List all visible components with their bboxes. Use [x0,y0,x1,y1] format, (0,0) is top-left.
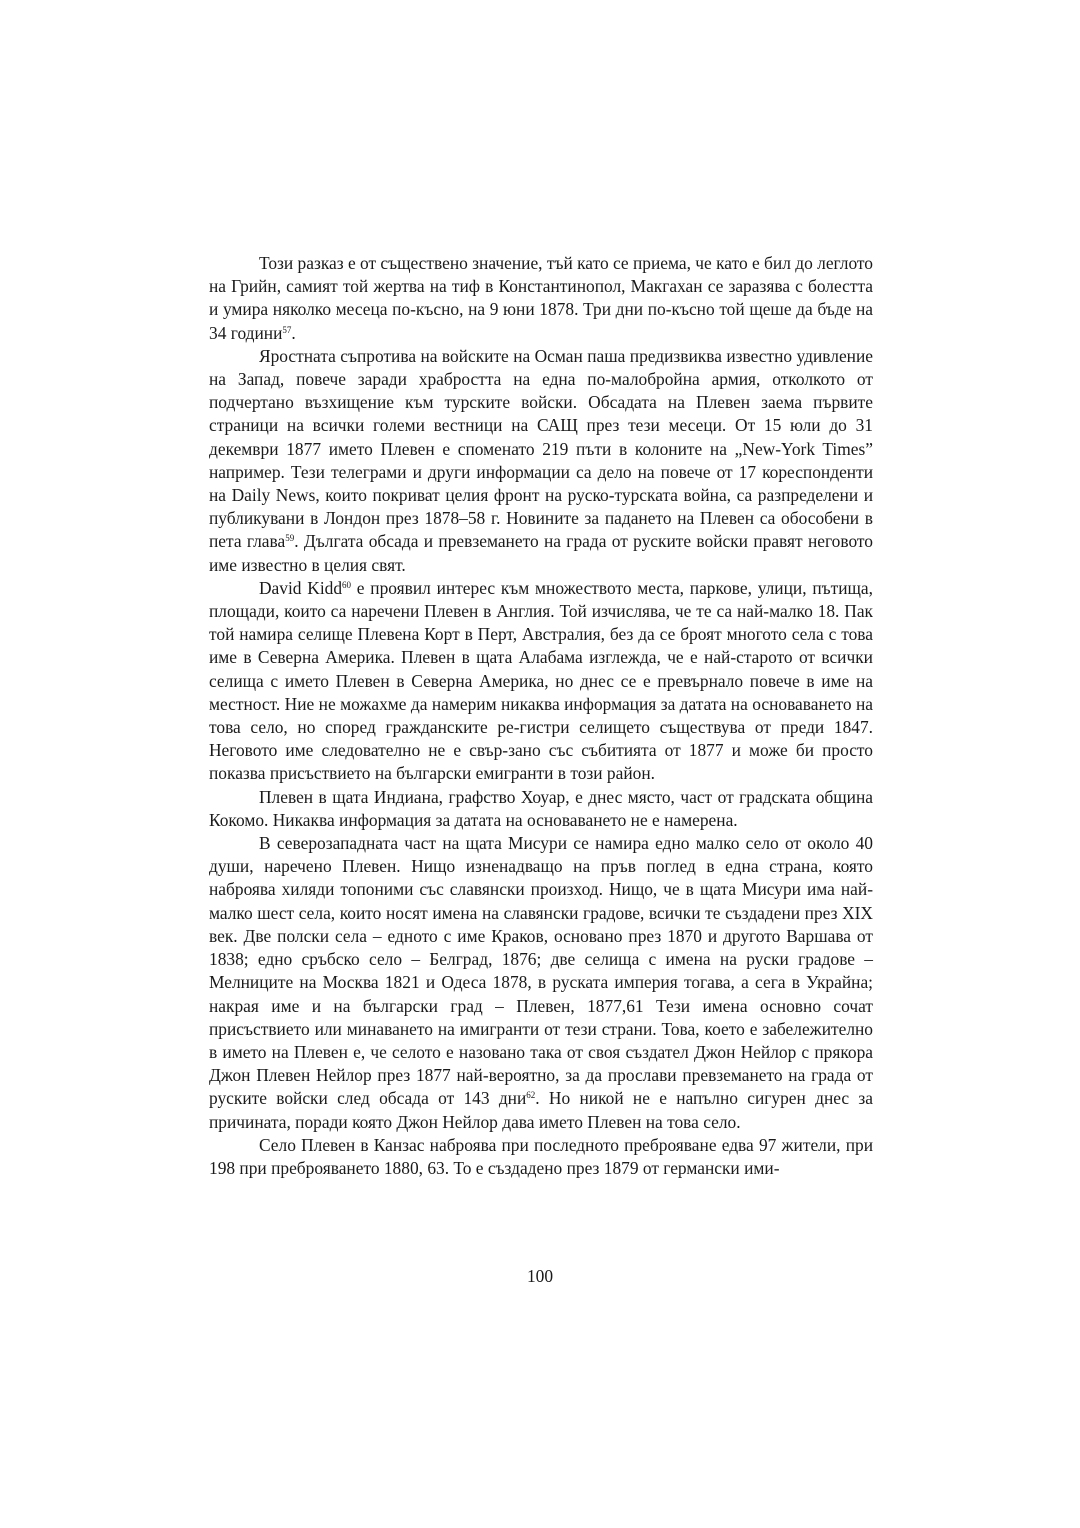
paragraph-text: Яростната съпротива на войските на Осман паша предизвиква известно удивление на Запад, повече заради храбростта на една по-малобройна армия, отколкото от подчертано възхищение към турските войски. Обсадата на Плевен заема първите страници на всички големи вестници на САЩ през тези месеци. От 15 юли до 31 декември 1877 името Плевен е споменато 219 пъти в колоните на „New-York Times” например. Тези телеграми и други информации са дело на повече от 17 кореспонденти на Daily News, които покриват целия фронт на руско-турската война, са разпределени и публикувани в Лондон през 1878–58 г. Новините за падането на Плевен са обособени в пета глава [209,345,873,552]
paragraph-text: . Но никой не е напълно сигурен днес за причината, поради която Джон Нейлор дава името Плевен на това село. [209,1088,873,1132]
paragraph-text: Плевен в щата Индиана, графство Хоуар, е днес място, част от градската община Кокомо. Никаква информация за датата на основаването не е намерена. [209,786,873,830]
paragraph-text: . [291,322,296,343]
paragraph-text: . Дългата обсада и превземането на града от руските войски правят неговото име известно в целия свят. [209,531,873,575]
paragraph-text: Село Плевен в Канзас наброява при последното преброяване едва 97 жители, при 198 при преброяването 1880, 63. То е създадено през 1879 от германски ими- [209,1134,873,1178]
paragraph [209,252,873,345]
paragraph [209,345,873,577]
body-text [209,252,873,1180]
paragraph [209,832,873,1134]
page-number: 100 [526,1266,554,1286]
paragraph [209,1134,873,1180]
paragraph-text: е проявил интерес към множеството места, паркове, улици, пътища, площади, които са наречени Плевен в Англия. Той изчислява, че те са най-малко 18. Пак той намира селище Плевена Корт в Перт, Австралия, без да се броят многото села с това име в Северна Америка. Плевен в щата Алабама изглежда, че е най-старото от всички селища с името Плевен в Северна Америка, но днес се е превърнало повече в име на местност. Ние не можахме да намерим никаква информация за датата на основаването на това село, но според гражданските ре-гистри селището съществува от преди 1847. Неговото име следователно не е свър-зано със събитията от 1877 и може би просто показва присъствието на български емигранти в този район. [209,577,873,784]
footnote-marker: 57 [282,324,292,335]
footnote-marker: 62 [526,1090,536,1101]
paragraph-text: В северозападната част на щата Мисури се намира едно малко село от около 40 души, наречено Плевен. Нищо изненадващо на пръв поглед в една страна, която наброява хиляди топоними със славянски произход. Нищо, че в щата Мисури има най-малко шест села, които носят имена на славянски градове, всички те създадени през XIX век. Две полски села – едното с име Краков, основано през 1870 и другото Варшава от 1838; едно сръбско село – Белград, 1876; две селища с имена на руски градове – Мелниците на Москва 1821 и Одеса 1878, в руската империя тогава, а сега в Украйна; накрая име и на български град – Плевен, 1877,61 Тези имена основно сочат присъствието или минаването на имигранти от тези страни. Това, което е забележително в името на Плевен е, че селото е назовано така от своя създател Джон Нейлор с прякора Джон Плевен Нейлор през 1877 най-вероятно, за да прослави превземането на града от руските войски след обсада от 143 дни [209,833,873,1109]
footnote-marker: 59 [285,533,295,544]
footnote-marker: 60 [342,579,352,590]
paragraph-text: David Kidd [259,577,343,598]
paragraph [209,786,873,832]
paragraph [209,577,873,786]
paragraph-text: Този разказ е от съществено значение, тъй като се приема, че като е бил до леглото на Грийн, самият той жертва на тиф в Константинопол, Макгахан се заразява с болестта и умира няколко месеца по-късно, на 9 юни 1878. Три дни по-късно той щеше да бъде на 34 години [209,253,873,343]
